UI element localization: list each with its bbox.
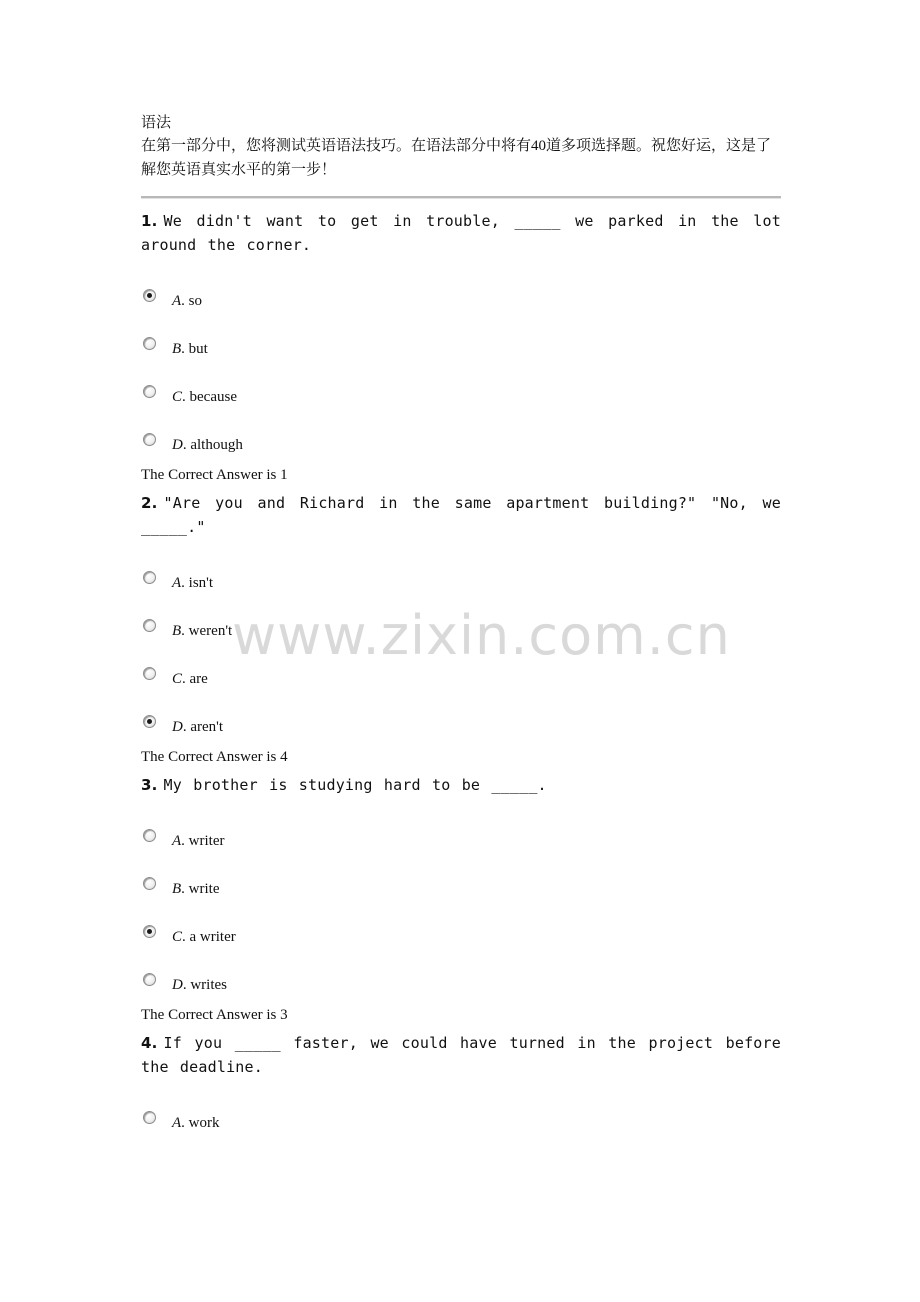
question-text xyxy=(141,491,781,539)
option-a[interactable] xyxy=(141,289,781,337)
option-label: A. isn't xyxy=(172,575,214,591)
watermark: www.zixin.com.cn xyxy=(232,604,731,667)
option-text: write xyxy=(188,881,220,897)
radio-unchecked-icon[interactable] xyxy=(143,973,156,986)
option-letter: C xyxy=(172,671,183,687)
option-text: writer xyxy=(188,833,225,849)
divider xyxy=(141,196,781,199)
option-letter: A xyxy=(172,833,182,849)
question-text xyxy=(141,209,781,257)
question-prompt: "Are you and Richard in the same apartment building?" "No, we _____." xyxy=(141,494,781,536)
option-label: C. a writer xyxy=(172,929,236,945)
question-list xyxy=(141,209,781,1159)
radio-unchecked-icon[interactable] xyxy=(143,829,156,842)
option-b[interactable] xyxy=(141,877,781,925)
option-letter: D xyxy=(172,977,183,993)
option-list xyxy=(141,289,781,481)
question-number: 1. xyxy=(141,212,158,230)
radio-unchecked-icon[interactable] xyxy=(143,385,156,398)
section-title: 语法 xyxy=(141,115,172,131)
option-letter: C xyxy=(172,929,183,945)
option-letter: B xyxy=(172,881,182,897)
radio-unchecked-icon[interactable] xyxy=(143,619,156,632)
option-label: A. work xyxy=(172,1115,220,1131)
option-c[interactable] xyxy=(141,925,781,973)
option-label: D. writes xyxy=(172,977,228,993)
option-d[interactable] xyxy=(141,433,781,481)
radio-unchecked-icon[interactable] xyxy=(143,337,156,350)
question-number: 4. xyxy=(141,1034,158,1052)
radio-unchecked-icon[interactable] xyxy=(143,877,156,890)
option-label: B. but xyxy=(172,341,208,357)
question-number: 3. xyxy=(141,776,158,794)
question-prompt: We didn't want to get in trouble, _____ we parked in the lot around the corner. xyxy=(141,212,781,254)
option-c[interactable] xyxy=(141,385,781,433)
question-text xyxy=(141,773,781,797)
option-text: aren't xyxy=(190,719,224,735)
question-text xyxy=(141,1031,781,1079)
option-label: B. write xyxy=(172,881,220,897)
radio-unchecked-icon[interactable] xyxy=(143,433,156,446)
option-text: writes xyxy=(190,977,228,993)
question-3 xyxy=(141,773,781,1025)
option-b[interactable] xyxy=(141,337,781,385)
option-a[interactable] xyxy=(141,1111,781,1159)
option-letter: A xyxy=(172,575,182,591)
option-label: D. although xyxy=(172,437,243,453)
question-prompt: My brother is studying hard to be _____. xyxy=(163,776,547,794)
option-letter: B xyxy=(172,341,182,357)
option-letter: A xyxy=(172,1115,182,1131)
question-1 xyxy=(141,209,781,485)
quiz-page xyxy=(141,112,781,1159)
option-text: work xyxy=(188,1115,220,1131)
option-label: D. aren't xyxy=(172,719,224,735)
option-label: B. weren't xyxy=(172,623,233,639)
option-a[interactable] xyxy=(141,571,781,619)
option-text: are xyxy=(189,671,208,687)
option-list xyxy=(141,571,781,763)
option-label: A. writer xyxy=(172,833,225,849)
question-4 xyxy=(141,1031,781,1159)
option-letter: B xyxy=(172,623,182,639)
option-text: a writer xyxy=(189,929,236,945)
option-d[interactable] xyxy=(141,715,781,763)
question-2 xyxy=(141,491,781,767)
option-letter: D xyxy=(172,437,183,453)
option-letter: D xyxy=(172,719,183,735)
option-letter: A xyxy=(172,293,182,309)
correct-answer: The Correct Answer is 1 xyxy=(141,467,288,483)
correct-answer: The Correct Answer is 4 xyxy=(141,749,288,765)
option-label: C. because xyxy=(172,389,237,405)
option-letter: C xyxy=(172,389,183,405)
radio-checked-icon[interactable] xyxy=(143,925,156,938)
option-text: weren't xyxy=(188,623,233,639)
option-text: but xyxy=(188,341,208,357)
option-label: C. are xyxy=(172,671,208,687)
option-b[interactable] xyxy=(141,619,781,667)
option-c[interactable] xyxy=(141,667,781,715)
option-d[interactable] xyxy=(141,973,781,1021)
radio-unchecked-icon[interactable] xyxy=(143,667,156,680)
section-intro: 在第一部分中，您将测试英语语法技巧。在语法部分中将有40道多项选择题。祝您好运，这是了解您英语真实水平的第一步！ xyxy=(141,138,772,178)
question-prompt: If you _____ faster, we could have turned in the project before the deadline. xyxy=(141,1034,781,1076)
option-list xyxy=(141,1111,781,1159)
option-text: isn't xyxy=(188,575,214,591)
option-text: because xyxy=(189,389,237,405)
option-text: although xyxy=(190,437,243,453)
radio-unchecked-icon[interactable] xyxy=(143,1111,156,1124)
option-label: A. so xyxy=(172,293,203,309)
option-a[interactable] xyxy=(141,829,781,877)
option-text: so xyxy=(188,293,203,309)
radio-checked-icon[interactable] xyxy=(143,289,156,302)
option-list xyxy=(141,829,781,1021)
correct-answer: The Correct Answer is 3 xyxy=(141,1007,288,1023)
question-number: 2. xyxy=(141,494,158,512)
radio-unchecked-icon[interactable] xyxy=(143,571,156,584)
radio-checked-icon[interactable] xyxy=(143,715,156,728)
